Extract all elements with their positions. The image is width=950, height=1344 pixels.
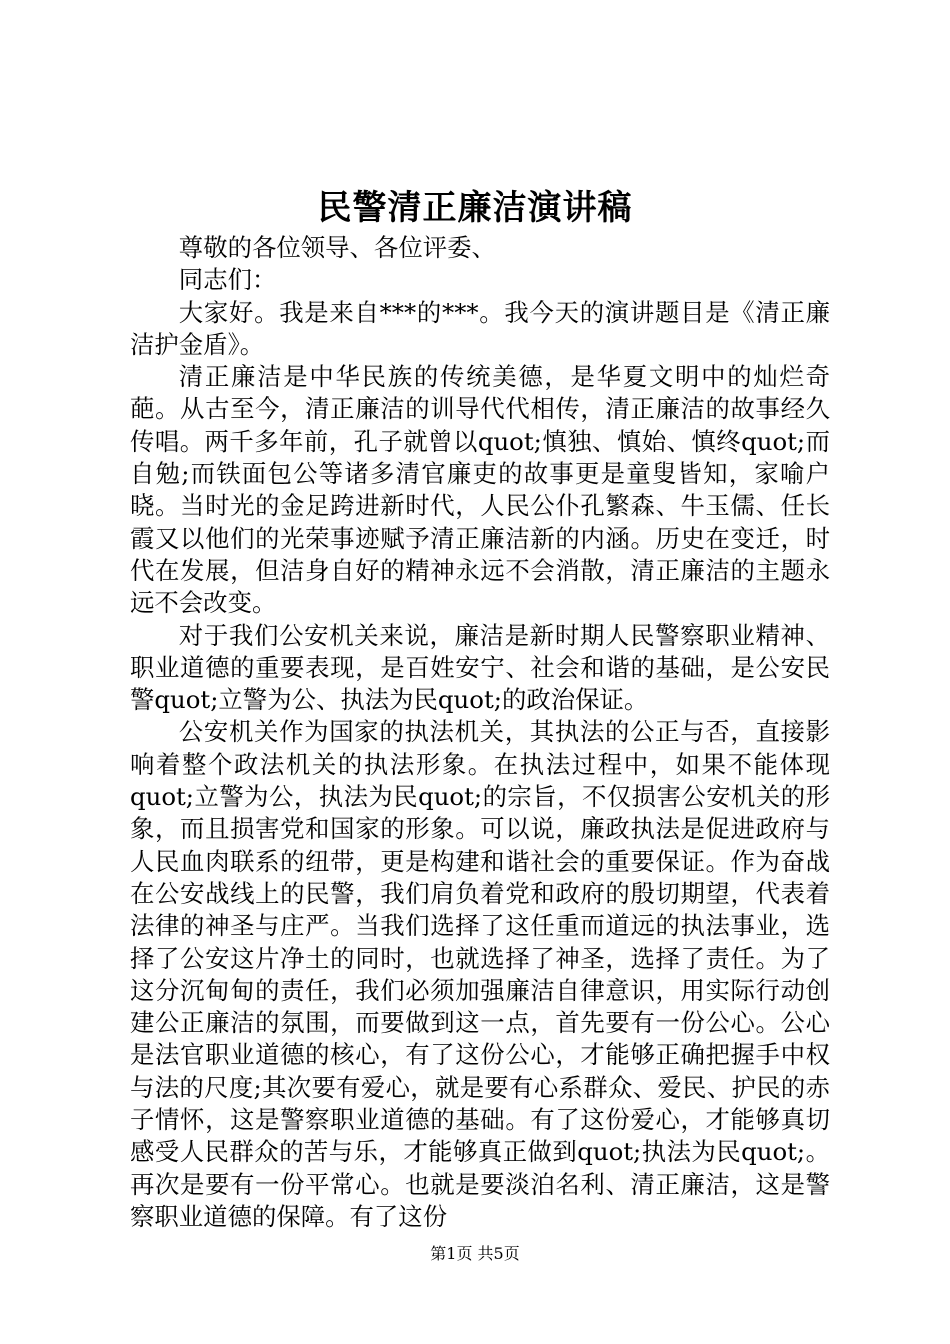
body-paragraph: 对于我们公安机关来说，廉洁是新时期人民警察职业精神、职业道德的重要表现，是百姓安宁、社会和谐的基础，是公安民警quot;立警为公、执法为民quot;的政治保证。 [130,620,830,715]
page-number-footer: 第1页 共5页 [430,1244,520,1263]
document-title: 民警清正廉洁演讲稿 [317,188,633,228]
document-body [130,232,830,1233]
body-paragraph: 大家好。我是来自***的***。我今天的演讲题目是《清正廉洁护金盾》。 [130,297,830,359]
salutation-line: 尊敬的各位领导、各位评委、 [178,233,496,262]
salutation-line: 同志们： [178,265,277,295]
body-paragraph: 公安机关作为国家的执法机关，其执法的公正与否，直接影响着整个政法机关的执法形象。在执法过程中，如果不能体现quot;立警为公，执法为民quot;的宗旨，不仅损害公安机关的形象，而且损害党和国家的形象。可以说，廉政执法是促进政府与人民血肉联系的纽带，更是构建和谐社会的重要保证。作为奋战在公安战线上的民警，我们肩负着党和政府的殷切期望，代表着法律的神圣与庄严。当我们选择了这任重而道远的执法事业，选择了公安这片净土的同时，也就选择了神圣，选择了责任。为了这分沉甸甸的责任，我们必须加强廉洁自律意识，用实际行动创建公正廉洁的氛围，而要做到这一点，首先要有一份公心。公心是法官职业道德的核心，有了这份公心，才能够正确把握手中权与法的尺度;其次要有爱心，就是要有心系群众、爱民、护民的赤子情怀，这是警察职业道德的基础。有了这份爱心，才能够真切感受人民群众的苦与乐，才能够真正做到quot;执法为民quot;。再次是要有一份平常心。也就是要淡泊名利、清正廉洁，这是警察职业道德的保障。有了这份 [130,717,830,1231]
body-paragraph: 清正廉洁是中华民族的传统美德，是华夏文明中的灿烂奇葩。从古至今，清正廉洁的训导代代相传，清正廉洁的故事经久传唱。两千多年前，孔子就曾以quot;慎独、慎始、慎终quot;而自勉;而铁面包公等诸多清官廉吏的故事更是童叟皆知，家喻户晓。当时光的金足跨进新时代，人民公仆孔繁森、牛玉儒、任长霞又以他们的光荣事迹赋予清正廉洁新的内涵。历史在变迁，时代在发展，但洁身自好的精神永远不会消散，清正廉洁的主题永远不会改变。 [130,362,830,618]
